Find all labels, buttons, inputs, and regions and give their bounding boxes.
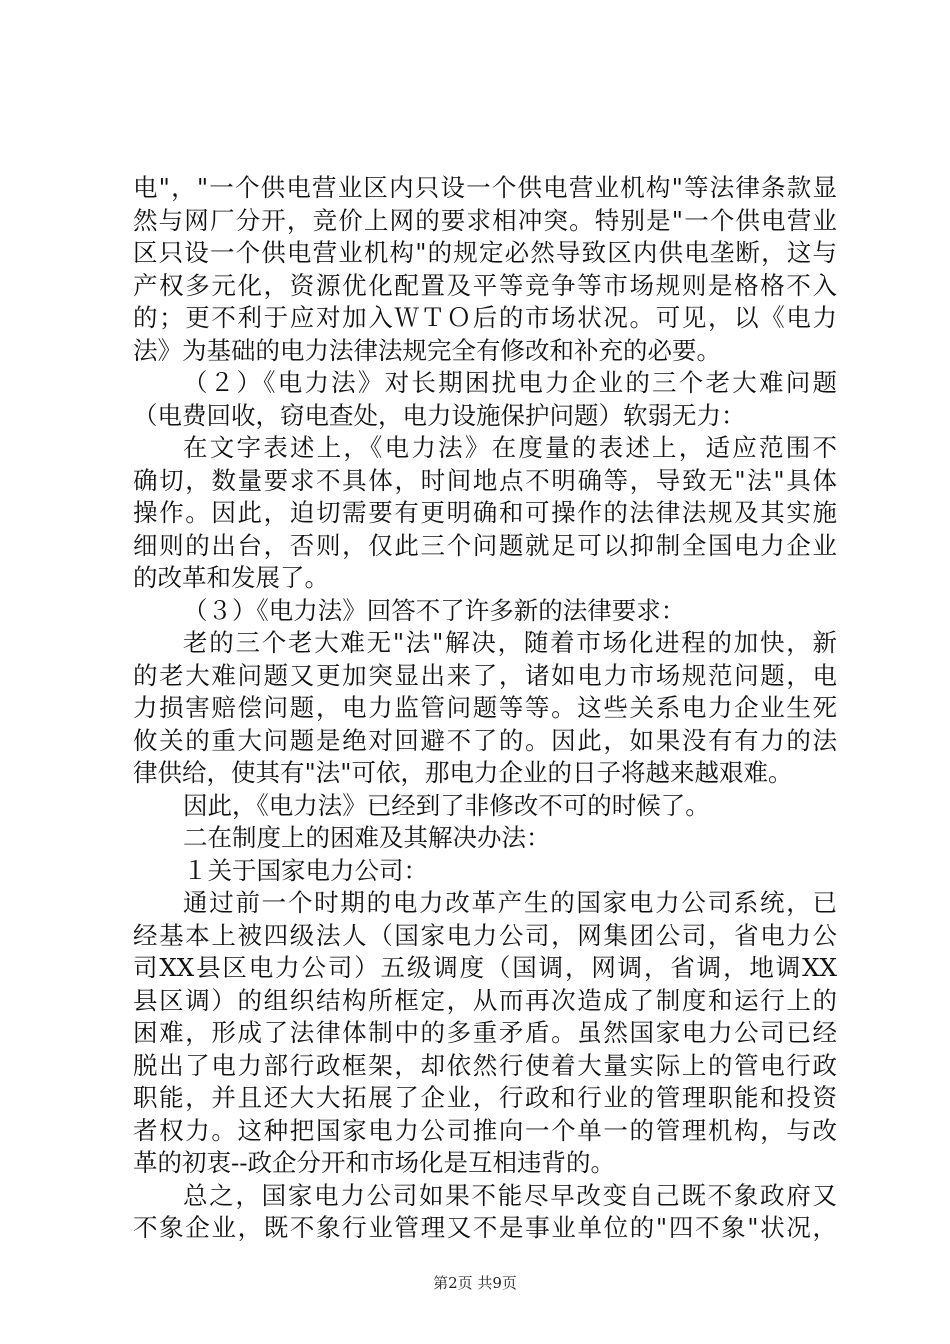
text-line: 法》为基础的电力法律法规完全有修改和补充的必要。	[133, 335, 721, 365]
page-footer: 第2页 共9页	[433, 1274, 517, 1292]
text-line: 者权力。这种把国家电力公司推向一个单一的管理机构，与改	[133, 1115, 837, 1145]
text-line: 电"，"一个供电营业区内只设一个供电营业机构"等法律条款显	[133, 173, 837, 202]
text-line: 攸关的重大问题是绝对回避不了的。因此，如果没有有力的法	[133, 725, 837, 755]
text-line: 经基本上被四级法人（国家电力公司，网集团公司，省电力公	[133, 920, 837, 950]
text-line: 的；更不利于应对加入ＷＴＯ后的市场状况。可见，以《电力	[133, 303, 837, 332]
text-line: 司XX县区电力公司）五级调度（国调，网调，省调，地调XX	[133, 953, 837, 982]
text-line: （电费回收，窃电查处，电力设施保护问题）软弱无力：	[133, 400, 746, 430]
text-line: １关于国家电力公司：	[183, 855, 428, 885]
text-line: 脱出了电力部行政框架，却依然行使着大量实际上的管电行政	[133, 1050, 837, 1080]
text-line: 律供给，使其有"法"可依，那电力企业的日子将越来越艰难。	[133, 758, 793, 787]
text-line: 确切，数量要求不具体，时间地点不明确等，导致无"法"具体	[133, 465, 837, 495]
text-line: 因此，《电力法》已经到了非修改不可的时候了。	[183, 790, 710, 820]
text-line: 老的三个老大难无"法"解决，随着市场化进程的加快，新	[183, 628, 837, 657]
text-line: 区只设一个供电营业机构"的规定必然导致区内供电垄断，这与	[133, 238, 837, 267]
text-line: 困难，形成了法律体制中的多重矛盾。虽然国家电力公司已经	[133, 1018, 837, 1047]
text-line: 职能，并且还大大拓展了企业，行政和行业的管理职能和投资	[133, 1083, 837, 1112]
text-line: 产权多元化，资源优化配置及平等竞争等市场规则是格格不入	[133, 270, 837, 300]
text-line: 在文字表述上，《电力法》在度量的表述上，适应范围不	[183, 433, 837, 462]
text-line: 的改革和发展了。	[133, 563, 329, 592]
text-line: 操作。因此，迫切需要有更明确和可操作的法律法规及其实施	[133, 498, 837, 527]
text-line: 细则的出台，否则，仅此三个问题就足可以抑制全国电力企业	[133, 530, 837, 560]
text-line: 县区调）的组织结构所框定，从而再次造成了制度和运行上的	[133, 985, 837, 1015]
text-line: 革的初衷--政企分开和市场化是互相违背的。	[133, 1148, 616, 1177]
text-line: （３）《电力法》回答不了许多新的法律要求：	[183, 595, 686, 625]
text-line: 的老大难问题又更加突显出来了，诸如电力市场规范问题，电	[133, 660, 837, 690]
text-line: 然与网厂分开，竞价上网的要求相冲突。特别是"一个供电营业	[133, 205, 837, 235]
text-line: 通过前一个时期的电力改革产生的国家电力公司系统，已	[183, 888, 837, 917]
text-line: 总之，国家电力公司如果不能尽早改变自己既不象政府又	[183, 1180, 837, 1210]
text-line: 二在制度上的困难及其解决办法：	[183, 823, 551, 852]
text-line: 不象企业，既不象行业管理又不是事业单位的"四不象"状况，	[133, 1213, 837, 1242]
text-line: 力损害赔偿问题，电力监管问题等等。这些关系电力企业生死	[133, 693, 837, 722]
text-line: （２）《电力法》对长期困扰电力企业的三个老大难问题	[183, 368, 837, 397]
document-body	[133, 172, 837, 1245]
